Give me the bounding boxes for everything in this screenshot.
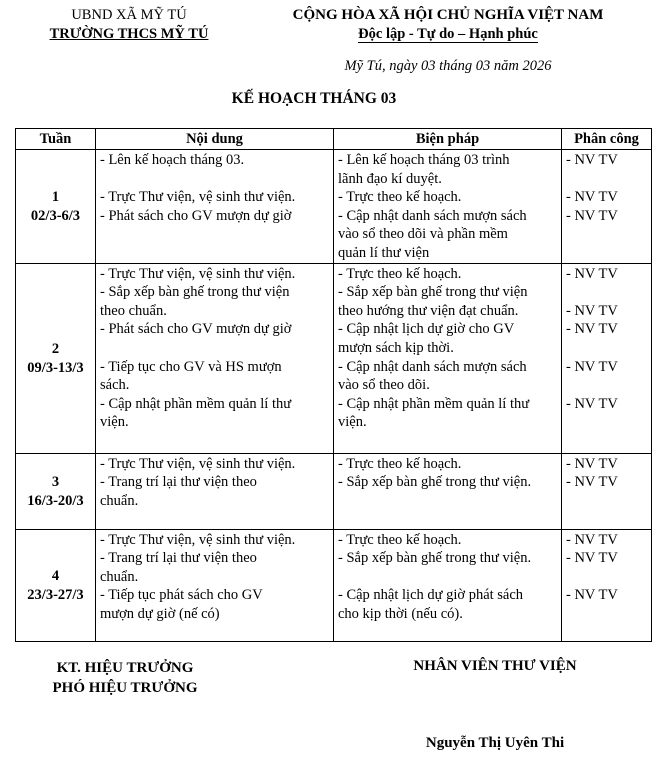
measure-item: - Cập nhật phần mềm quản lí thư viện. <box>338 395 530 431</box>
document-title: KẾ HOẠCH THÁNG 03 <box>231 90 397 107</box>
issuing-authority-block <box>24 6 234 44</box>
week-cell <box>16 150 96 264</box>
table-row <box>16 263 652 453</box>
week-cell <box>16 453 96 529</box>
librarian-title: NHÂN VIÊN THƯ VIỆN <box>413 658 577 674</box>
assignment-item: - NV TV <box>566 587 618 604</box>
measure-item: - Cập nhật lịch dự giờ phát sách cho kịp thời (nếu có). <box>338 587 524 622</box>
content-item: - Tiếp tục phát sách cho GV mượn dự giờ (nế có) <box>100 587 263 622</box>
assignment-item: - NV TV <box>566 152 618 168</box>
week-number: 2 <box>51 340 60 357</box>
measures-cell <box>334 263 562 453</box>
content-item: - Trực Thư viện, vệ sinh thư viện. <box>100 265 296 282</box>
week-dates: 09/3-13/3 <box>27 359 84 376</box>
content-cell <box>96 150 334 264</box>
measures-cell <box>334 150 562 264</box>
measure-item: - Sắp xếp bàn ghế trong thư viện theo hướng thư viện đạt chuẩn. <box>338 284 528 319</box>
school-name: TRƯỜNG THCS MỸ TÚ <box>49 26 209 42</box>
measures-cell <box>334 529 562 641</box>
week-dates: 02/3-6/3 <box>30 207 81 224</box>
assignment-item: - NV TV <box>566 474 618 491</box>
measure-item: - Cập nhật danh sách mượn sách vào sổ theo dõi. <box>338 358 527 394</box>
content-item: - Cập nhật phần mềm quản lí thư viện. <box>100 395 292 431</box>
table-row <box>16 150 652 264</box>
measure-item: - Trực theo kế hoạch. <box>338 265 462 282</box>
authority-name: UBND XÃ MỸ TÚ <box>71 7 187 23</box>
table-row <box>16 529 652 641</box>
assignment-item: - NV TV <box>566 358 618 375</box>
measure-item: - Trực theo kế hoạch. <box>338 455 462 472</box>
header-measures: Biện pháp <box>334 129 562 150</box>
week-number: 4 <box>51 567 60 584</box>
content-item: - Phát sách cho GV mượn dự giờ <box>100 207 292 224</box>
measure-item: - Cập nhật danh sách mượn sách vào sổ theo dõi và phần mềm quản lí thư viện <box>338 207 527 261</box>
content-item: - Trang trí lại thư viện theo chuẩn. <box>100 474 257 509</box>
week-number: 3 <box>51 473 60 490</box>
assignment-item: - NV TV <box>566 550 618 567</box>
content-item: - Trực Thư viện, vệ sinh thư viện. <box>100 189 296 206</box>
week-cell <box>16 529 96 641</box>
week-cell <box>16 263 96 453</box>
measure-item: - Sắp xếp bàn ghế trong thư viện. <box>338 550 532 567</box>
assignment-item: - NV TV <box>566 455 618 472</box>
assignment-cell <box>562 150 652 264</box>
content-item: - Trực Thư viện, vệ sinh thư viện. <box>100 531 296 548</box>
week-dates: 16/3-20/3 <box>27 492 84 509</box>
content-item: - Trực Thư viện, vệ sinh thư viện. <box>100 455 296 472</box>
assignment-item: - NV TV <box>566 207 618 224</box>
librarian-name: Nguyễn Thị Uyên Thi <box>425 735 565 751</box>
measure-item: - Lên kế hoạch tháng 03 trình lãnh đạo kí duyệt. <box>338 152 510 187</box>
motto: Độc lập - Tự do – Hạnh phúc <box>358 26 538 42</box>
header-week: Tuần <box>16 129 96 150</box>
content-item: - Lên kế hoạch tháng 03. <box>100 152 245 168</box>
measure-item: - Trực theo kế hoạch. <box>338 189 462 206</box>
measure-item: - Trực theo kế hoạch. <box>338 531 462 548</box>
measure-item: - Cập nhật lịch dự giờ cho GV mượn sách kịp thời. <box>338 321 515 356</box>
content-cell <box>96 453 334 529</box>
assignment-item: - NV TV <box>566 189 618 206</box>
assignment-item: - NV TV <box>566 531 618 548</box>
week-dates: 23/3-27/3 <box>27 586 84 603</box>
approver-title: KT. HIỆU TRƯỞNG <box>56 660 194 676</box>
place-date: Mỹ Tú, ngày 03 tháng 03 năm 2026 <box>344 58 552 74</box>
header-assignment: Phân công <box>562 129 652 150</box>
nation-name: CỘNG HÒA XÃ HỘI CHỦ NGHĨA VIỆT NAM <box>292 7 604 23</box>
week-number: 1 <box>51 189 60 206</box>
approver-subtitle: PHÓ HIỆU TRƯỞNG <box>52 680 198 696</box>
content-item: - Phát sách cho GV mượn dự giờ <box>100 321 292 338</box>
national-motto-block <box>248 6 648 44</box>
assignment-item: - NV TV <box>566 395 618 412</box>
assignment-cell <box>562 529 652 641</box>
table-header-row <box>16 129 652 150</box>
content-cell <box>96 263 334 453</box>
content-item: - Trang trí lại thư viện theo chuẩn. <box>100 550 257 585</box>
measure-item: - Sắp xếp bàn ghế trong thư viện. <box>338 474 532 491</box>
assignment-item: - NV TV <box>566 302 618 319</box>
measures-cell <box>334 453 562 529</box>
assignment-item: - NV TV <box>566 265 618 282</box>
assignment-item: - NV TV <box>566 321 618 338</box>
table-row <box>16 453 652 529</box>
plan-table <box>15 128 652 642</box>
content-cell <box>96 529 334 641</box>
assignment-cell <box>562 263 652 453</box>
approver-signature-block <box>30 658 220 698</box>
header-content: Nội dung <box>96 129 334 150</box>
assignment-cell <box>562 453 652 529</box>
content-item: - Tiếp tục cho GV và HS mượn sách. <box>100 358 282 394</box>
content-item: - Sắp xếp bàn ghế trong thư viện theo chuẩn. <box>100 284 290 319</box>
